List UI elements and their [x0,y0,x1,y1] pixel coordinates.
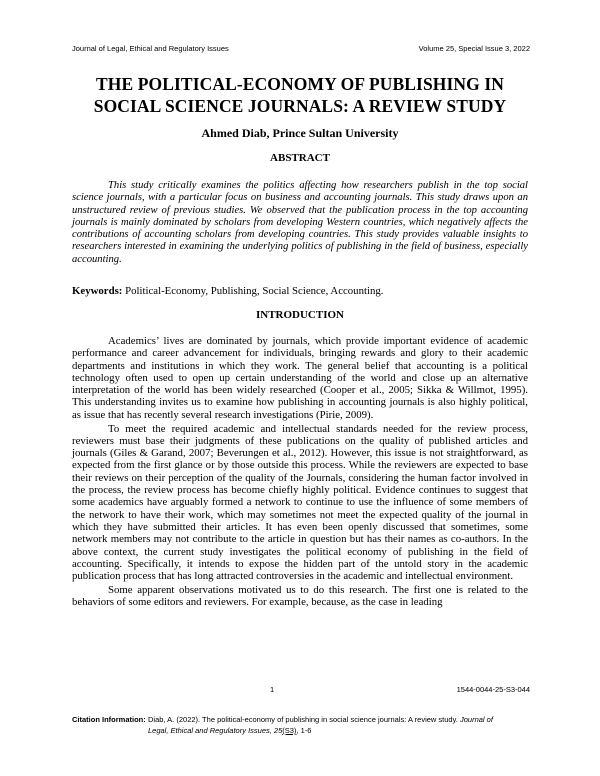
introduction-heading: INTRODUCTION [255,309,344,321]
keywords-label: Keywords: [72,285,123,297]
running-header-volume: Volume 25, Special Issue 3, 2022 [418,44,530,53]
keywords-values: Political-Economy, Publishing, Social Science, Accounting. [122,285,384,297]
author-line: Ahmed Diab, Prince Sultan University [201,126,399,140]
title-line-2: SOCIAL SCIENCE JOURNALS: A REVIEW STUDY [93,96,507,116]
citation-journal-part2: Legal, Ethical and Regulatory Issues, 25 [148,726,283,735]
citation-pages: , 1-6 [296,726,312,735]
paper-title [60,73,540,117]
paragraph: Academics’ lives are dominated by journals, which provide important evidence of academic performance and career advancement for individuals, bringing rewards and glory to their academic departments and institutions in which they work. The general belief that accounting is a political technology often used to open up certain understanding of the world and close up an alternative interpretation of the world has been widely researched (Cooper et al., 2005; Sikka & Willmot, 1995). This understanding invites us to examine how publishing in accounting journals is also highly political, as issue that has recently several research investigations (Pirie, 2009). [72,335,528,421]
title-line-1: THE POLITICAL-ECONOMY OF PUBLISHING IN [96,74,504,94]
citation-journal-part1: Journal of [459,715,493,724]
citation-information [72,714,532,736]
running-header-journal: Journal of Legal, Ethical and Regulatory Issues [72,44,229,53]
citation-label: Citation Information: [72,715,146,724]
abstract-text: This study critically examines the politics affecting how researchers publish in the top social science journals, with a particular focus on business and accounting journals. This study draws upon an unstructured review of previous studies. We observed that the publication process in the top accounting journals is mainly dominated by scholars from developing Western countries, which negatively affects the contributions of accounting scholars from developing countries. This study provides valuable insights to researchers interested in examining the underlying politics of publishing in the field of business, especially accounting. [72,180,528,265]
abstract-heading: ABSTRACT [270,152,330,164]
paper-id: 1544-0044-25-S3-044 [456,685,530,694]
body-text [72,335,528,610]
page-number: 1 [270,685,275,694]
citation-text: Diab, A. (2022). The political-economy of publishing in social science journals: A review study. [148,715,458,724]
citation-issue: (S3) [282,726,297,735]
paragraph: Some apparent observations motivated us to do this research. The first one is related to the behaviors of some editors and reviewers. For example, because, as the case in leading [72,583,528,609]
keywords-line [72,285,383,297]
paragraph: To meet the required academic and intellectual standards needed for the review process, reviewers must base their judgments of these publications on the quality of published articles and journals (Giles & Garand, 2007; Beverungen et al., 2012). However, this issue is not straightforward, as expected from the first glance or by those outside this process. While the reviewers are expected to base their reviews on their perception of the quality of the Journals, considering the human factor involved in the process, the review process has become chiefly highly political. Evidence continues to suggest that some academics have arguably formed a network to continue to use the influence of some members of the network to have their work, which may sometimes not meet the expected quality of the journal in which they have submitted their articles. It has even been openly discussed that sometimes, some network members may not contribute to the article in question but has their names as co-authors. In the above context, the current study investigates the political economy of publishing in the field of accounting. Specifically, it intends to expose the hidden part of the untold story in the academic publication process that has long attracted controversies in the academic and intellectual environment. [72,422,528,583]
